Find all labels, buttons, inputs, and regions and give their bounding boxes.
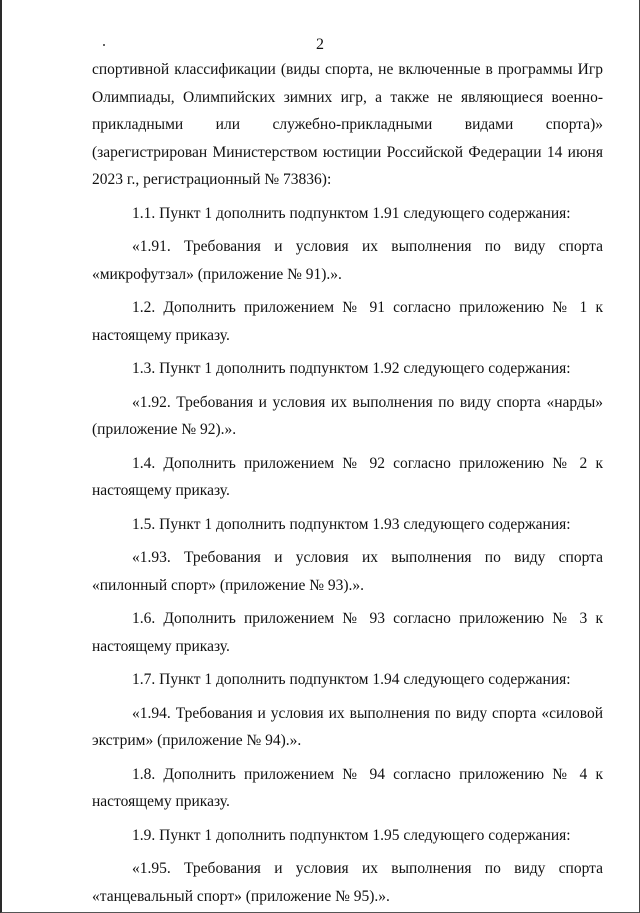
paragraph-1-93: «1.93. Требования и условия их выполнения по виду спорта «пилонный спорт» (приложение № 93).».: [92, 549, 603, 594]
paragraph-1-92: «1.92. Требования и условия их выполнения по виду спорта «нарды» (приложение № 92).».: [92, 393, 603, 438]
paragraph-1-3: 1.3. Пункт 1 дополнить подпунктом 1.92 следующего содержания:: [132, 360, 571, 377]
page-number: 2: [316, 36, 324, 53]
paragraph-intro: спортивной классификации (виды спорта, не включенные в программы Игр Олимпиады, Олимпийских зимних игр, а также не являющиеся военно-прикладными или служебно-прикладными видами спорта)» (зарегистрирован Министерством юстиции Российской Федерации 14 июня 2023 г., регистрационный № 73836):: [92, 61, 603, 188]
paragraph-1-5: 1.5. Пункт 1 дополнить подпунктом 1.93 следующего содержания:: [132, 515, 571, 533]
document-body: [92, 56, 603, 910]
paragraph-1-4: 1.4. Дополнить приложением № 92 согласно приложению № 2 к настоящему приказу.: [92, 454, 603, 499]
paragraph-1-1: 1.1. Пункт 1 дополнить подпунктом 1.91 следующего содержания:: [132, 204, 571, 222]
paragraph-1-94: «1.94. Требования и условия их выполнения по виду спорта «силовой экстрим» (приложение № 94).».: [92, 704, 603, 749]
paragraph-1-8: 1.8. Дополнить приложением № 94 согласно приложению № 4 к настоящему приказу.: [92, 765, 603, 810]
paragraph-1-2: 1.2. Дополнить приложением № 91 согласно приложению № 1 к настоящему приказу.: [92, 299, 603, 344]
paragraph-1-6: 1.6. Дополнить приложением № 93 согласно приложению № 3 к настоящему приказу.: [92, 610, 603, 655]
paragraph-1-95: «1.95. Требования и условия их выполнения по виду спорта «танцевальный спорт» (приложение № 95).».: [92, 860, 603, 905]
paragraph-1-91: «1.91. Требования и условия их выполнения по виду спорта «микрофутзал» (приложение № 91).».: [92, 238, 603, 283]
paragraph-1-7: 1.7. Пункт 1 дополнить подпунктом 1.94 следующего содержания:: [132, 671, 571, 688]
paragraph-1-9: 1.9. Пункт 1 дополнить подпунктом 1.95 следующего содержания:: [132, 826, 571, 844]
